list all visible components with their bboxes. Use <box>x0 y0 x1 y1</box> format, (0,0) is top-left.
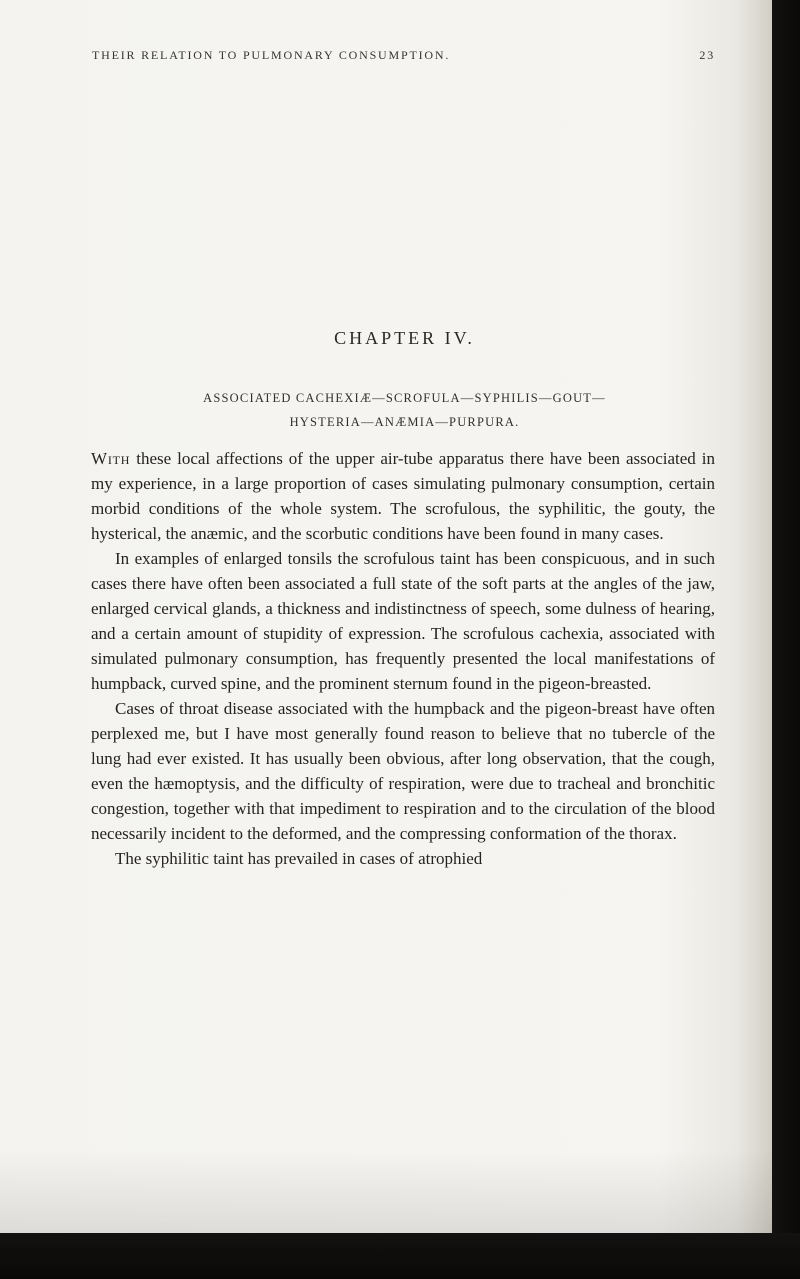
paragraph-1-lead-word: With <box>91 449 131 468</box>
paragraph-1 <box>91 446 715 546</box>
paragraph-3: Cases of throat disease associated with the humpback and the pigeon-breast have often perplexed me, but I have most generally found reason to believe that no tubercle of the lung had ever existed. It has usually been obvious, after long observation, that the cough, even the hæmoptysis, and the difficulty of respiration, were due to tracheal and bronchitic congestion, together with that impediment to respiration and to the circulation of the blood necessarily incident to the deformed, and the compressing conformation of the thorax. <box>91 699 715 843</box>
scan-edge-right <box>772 0 800 1279</box>
paragraph-4: The syphilitic taint has prevailed in cases of atrophied <box>115 849 483 868</box>
subtitle-line-2: HYSTERIA—ANÆMIA—PURPURA. <box>289 415 520 430</box>
paragraph-1-text: these local affections of the upper air-tube apparatus there have been associated in my experience, in a large proportion of cases simulating pulmonary consumption, certain morbid conditions of the whole system. The scrofulous, the syphilitic, the gouty, the hysterical, the anæmic, and the scorbutic conditions have been found in many cases. <box>91 449 715 543</box>
body-text <box>91 446 715 871</box>
chapter-heading: CHAPTER IV. <box>334 328 475 348</box>
scan-edge-bottom <box>0 1233 800 1279</box>
running-header <box>92 48 715 63</box>
paragraph-2: In examples of enlarged tonsils the scrofulous taint has been conspicuous, and in such cases there have often been associated a full state of the soft parts at the angles of the jaw, enlarged cervical glands, a thickness and indistinctness of speech, some dulness of hearing, and a certain amount of stupidity of expression. The scrofulous cachexia, associated with simulated pulmonary consumption, has frequently presented the local manifestations of humpback, curved spine, and the prominent sternum found in the pigeon-breasted. <box>91 549 715 693</box>
page-number: 23 <box>699 48 715 62</box>
subtitle-line-1: ASSOCIATED CACHEXIÆ—SCROFULA—SYPHILIS—GOUT— <box>203 391 606 405</box>
running-header-title: THEIR RELATION TO PULMONARY CONSUMPTION. <box>92 48 451 62</box>
chapter-subtitle <box>90 386 719 435</box>
